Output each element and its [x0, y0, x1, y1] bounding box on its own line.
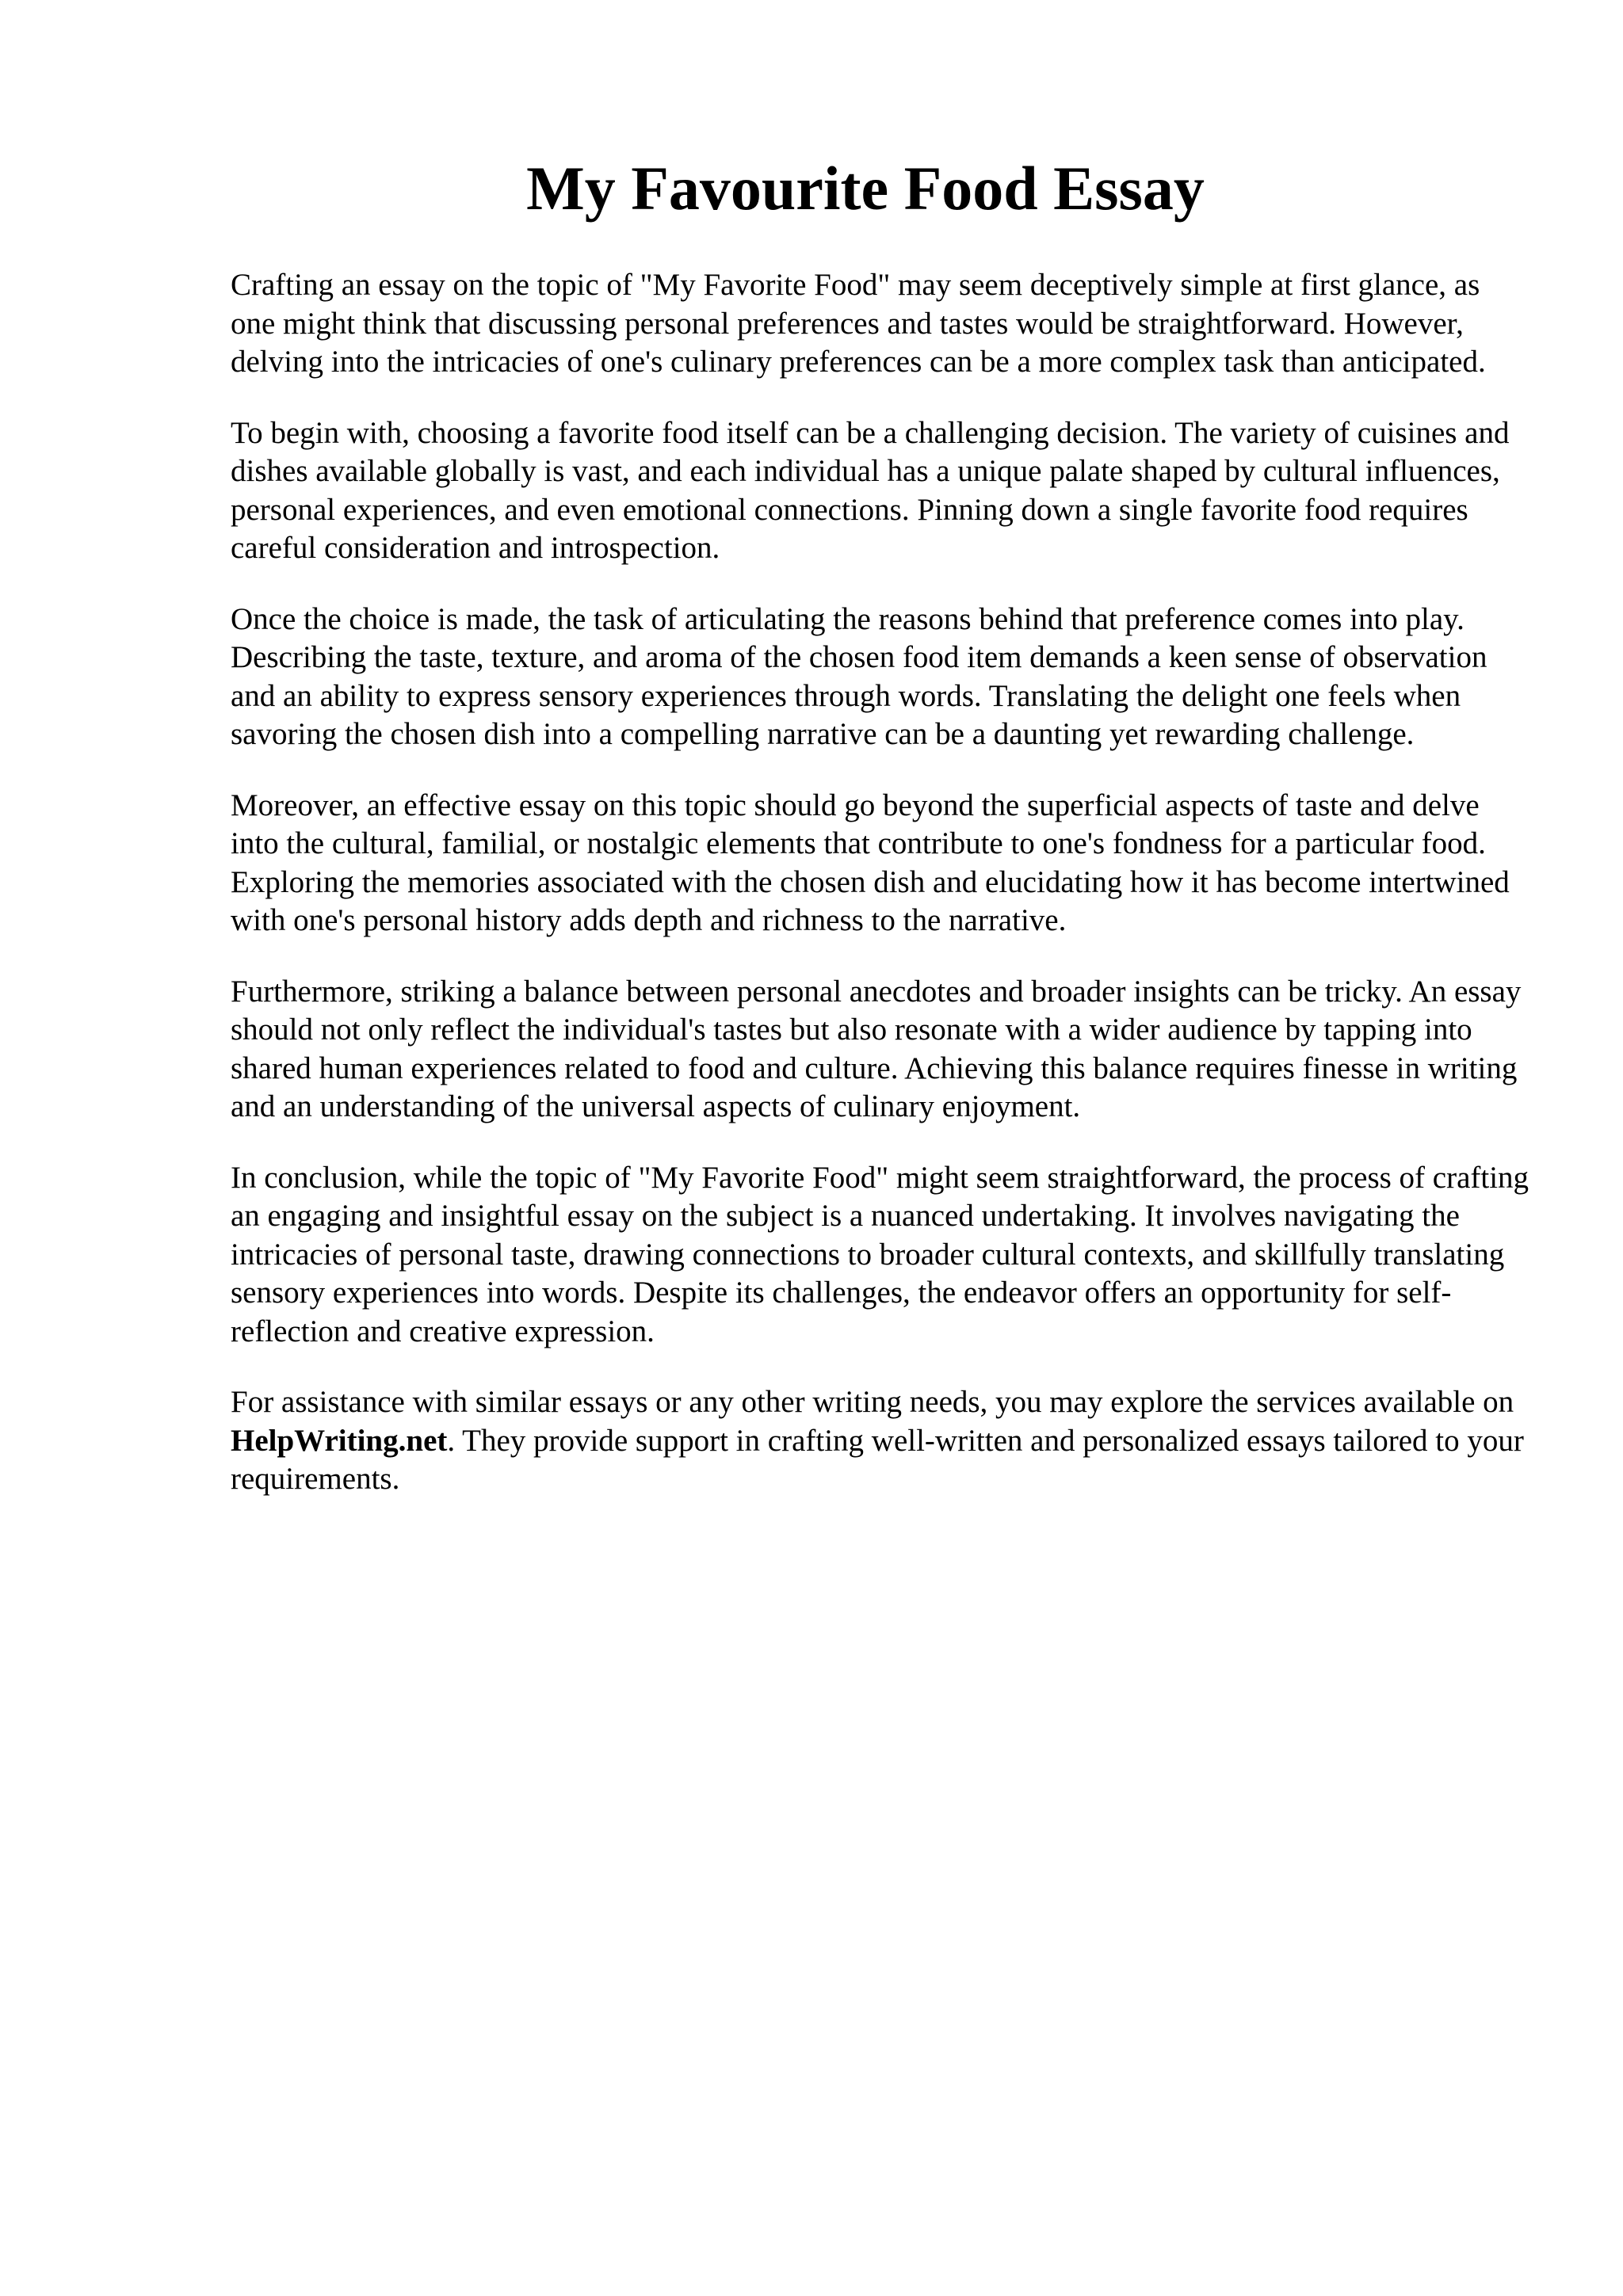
paragraph-5: Furthermore, striking a balance between personal anecdotes and broader insights can be tricky. An essay should not only reflect the individual's tastes but also resonate with a wider audience by tapping into shared human experiences related to food and culture. Achieving this balance requires finesse in writing and an understanding of the universal aspects of culinary enjoyment.	[231, 974, 1522, 1123]
closing-text-after: . They provide support in crafting well-written and personalized essays tailored to your requirements.	[231, 1423, 1524, 1496]
closing-text-before: For assistance with similar essays or any other writing needs, you may explore the services available on	[231, 1385, 1514, 1419]
paragraph-3: Once the choice is made, the task of articulating the reasons behind that preference comes into play. Describing the taste, texture, and aroma of the chosen food item demands a keen sense of observation and an ability to express sensory experiences through words. Translating the delight one feels when savoring the chosen dish into a compelling narrative can be a daunting yet rewarding challenge.	[231, 601, 1487, 751]
paragraph-6: In conclusion, while the topic of "My Favorite Food" might seem straightforward, the process of crafting an engaging and insightful essay on the subject is a nuanced undertaking. It involves navigating the intricacies of personal taste, drawing connections to broader cultural contexts, and skillfully translating sensory experiences into words. Despite its challenges, the endeavor offers an opportunity for self-reflection and creative expression.	[231, 1160, 1529, 1348]
paragraph-2: To begin with, choosing a favorite food itself can be a challenging decision. The variety of cuisines and dishes available globally is vast, and each individual has a unique palate shaped by cultural influences, personal experiences, and even emotional connections. Pinning down a single favorite food requires careful consideration and introspection.	[231, 415, 1510, 565]
closing-paragraph	[231, 1383, 1530, 1499]
paragraph-4: Moreover, an effective essay on this topic should go beyond the superficial aspects of taste and delve into the cultural, familial, or nostalgic elements that contribute to one's fondness for a particular food. Exploring the memories associated with the chosen dish and elucidating how it has become intertwined with one's personal history adds depth and richness to the narrative.	[231, 788, 1510, 937]
page-title: My Favourite Food Essay	[526, 154, 1205, 223]
paragraph-1: Crafting an essay on the topic of "My Favorite Food" may seem deceptively simple at first glance, as one might think that discussing personal preferences and tastes would be straightforward. However, delving into the intricacies of one's culinary preferences can be a more complex task than anticipated.	[231, 268, 1486, 379]
helpwriting-link[interactable]: HelpWriting.net	[231, 1423, 448, 1458]
essay-body	[231, 266, 1530, 1531]
